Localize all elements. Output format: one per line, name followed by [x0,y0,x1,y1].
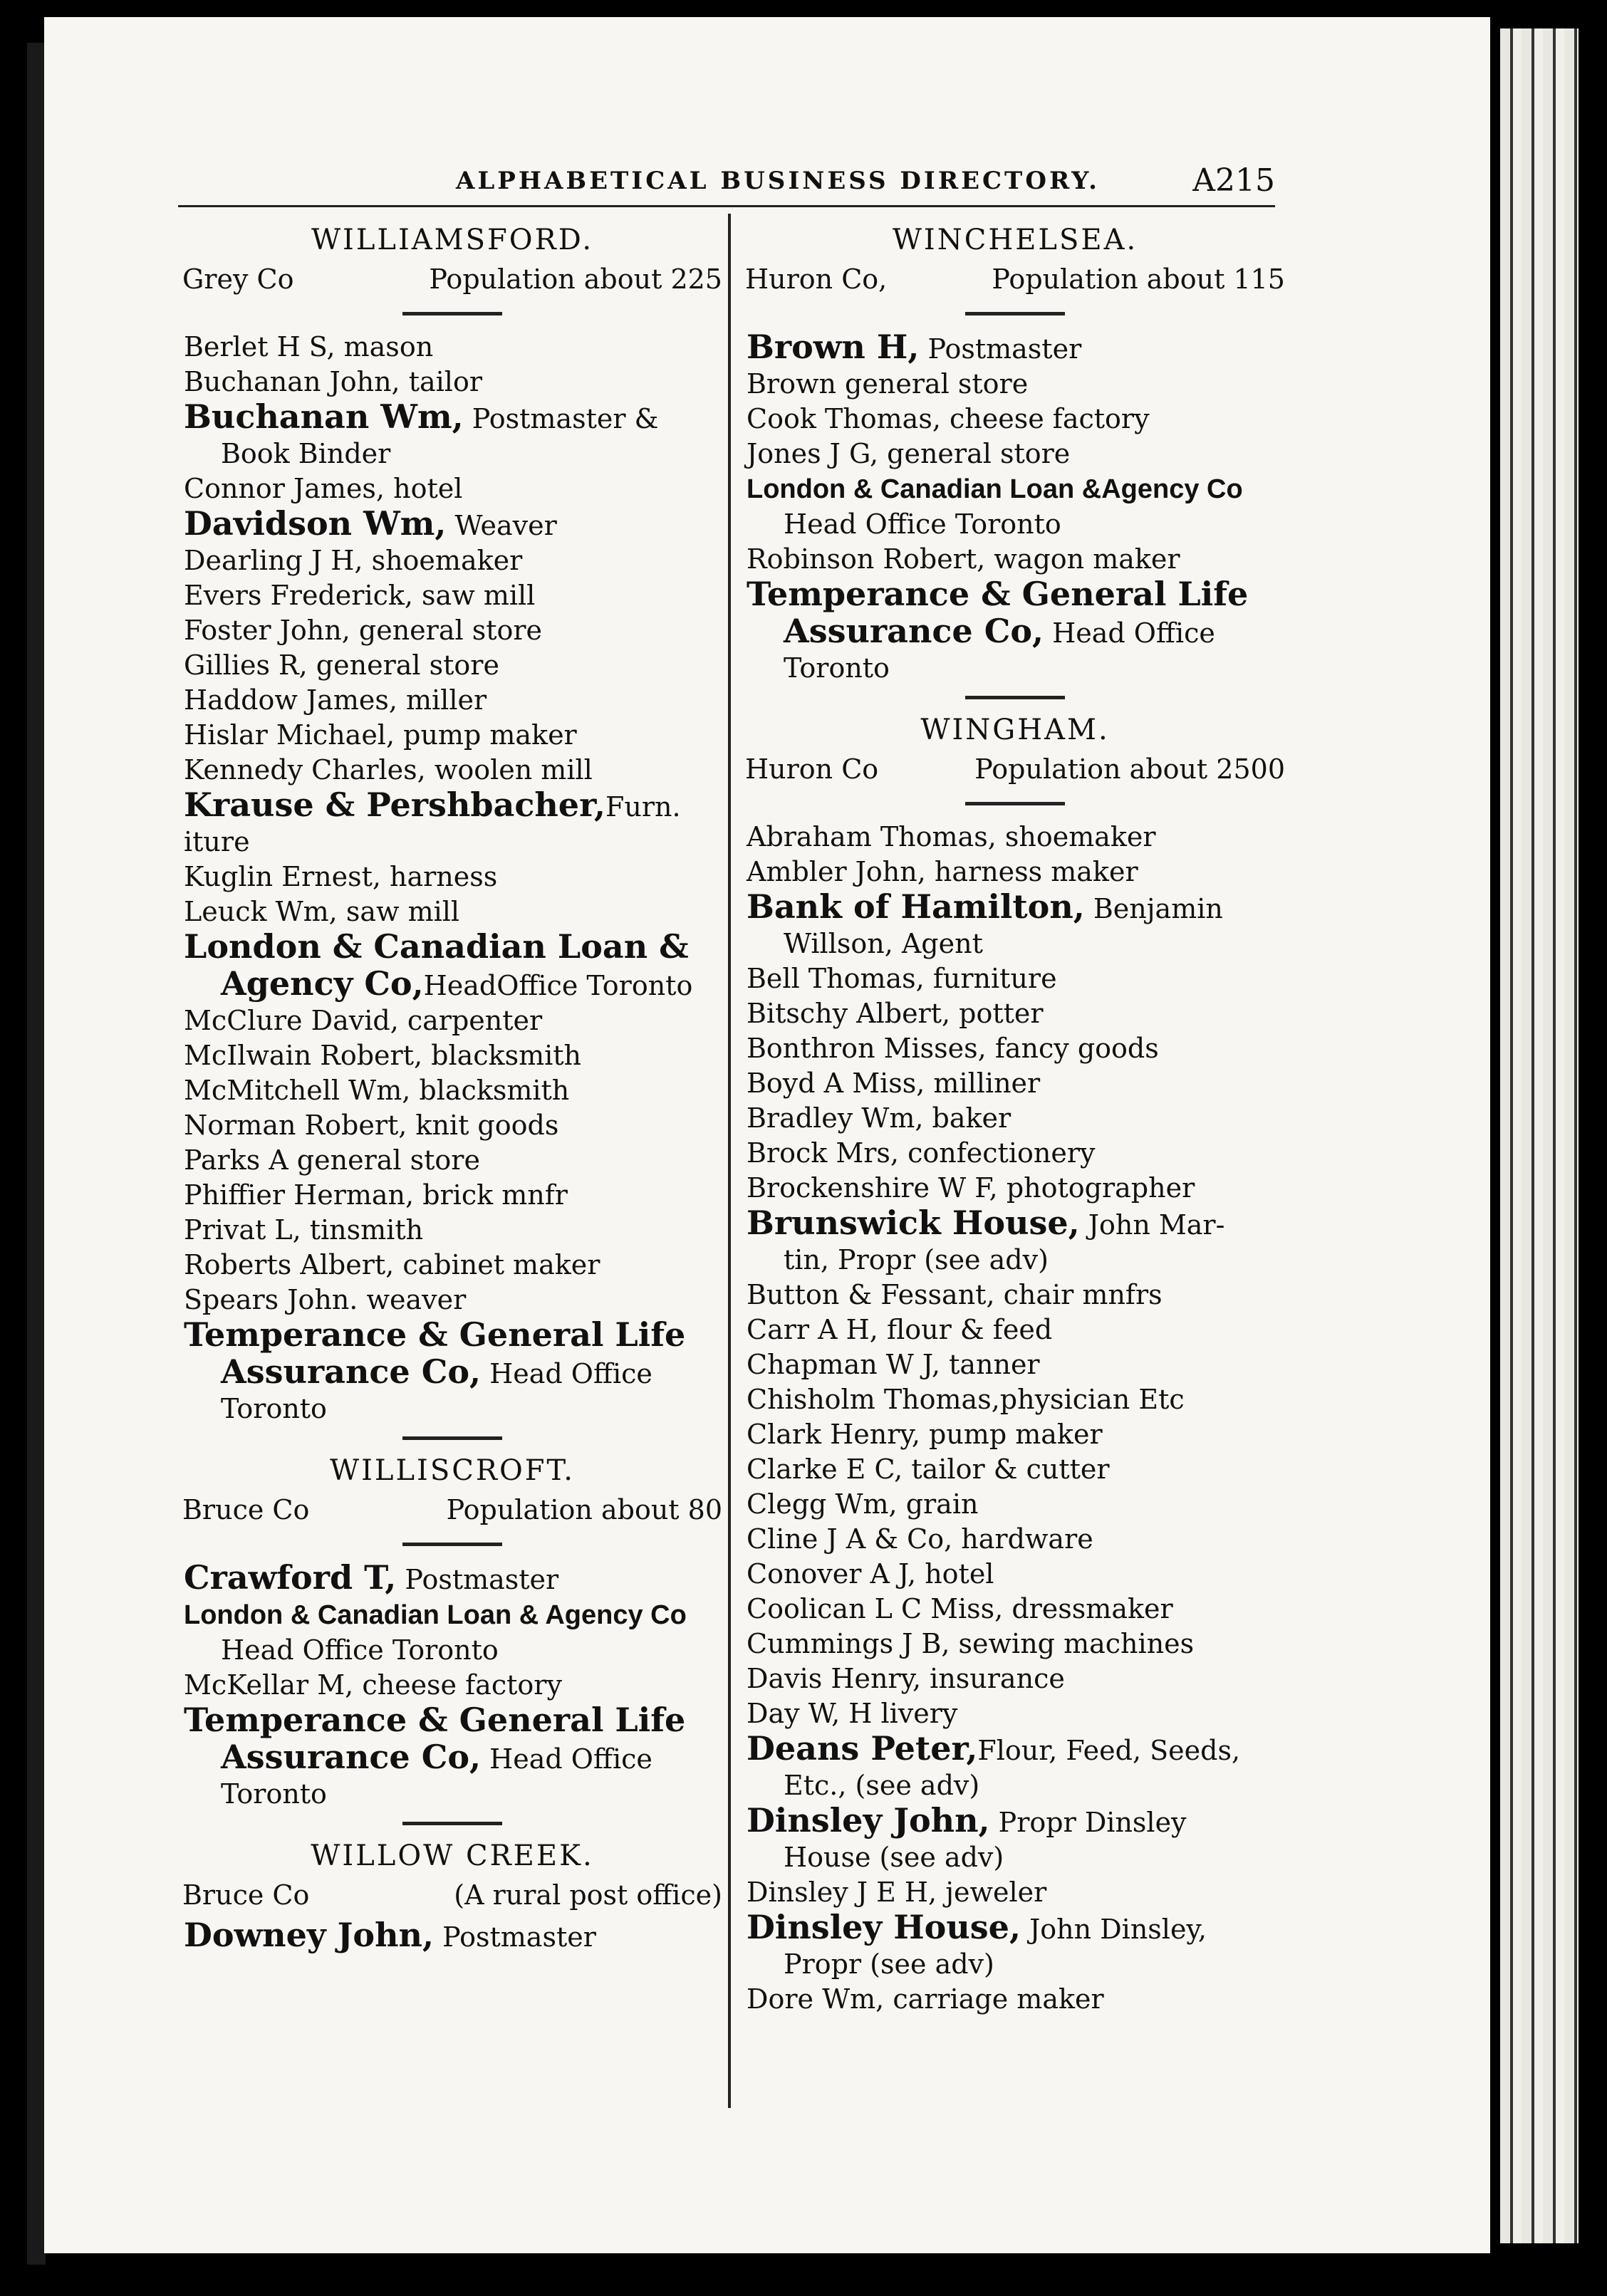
listing-name: Temperance & General Life [747,575,1249,613]
book-spine-shadow [27,43,46,2265]
listing-continuation: Toronto [221,1778,327,1810]
listing: Carr A H, flour & feed [747,1314,1053,1345]
listing: Parks A general store [184,1144,480,1176]
listing: Dearling J H, shoemaker [184,545,523,576]
listing-name: Assurance Co, [221,1352,482,1391]
town-heading: WILLISCROFT. [329,1454,576,1487]
listing-name: London & Canadian Loan & [184,927,689,966]
section-willow-creek [178,1822,727,1955]
listing [178,1703,727,1740]
listing: Conover A J, hotel [747,1558,994,1590]
listing: Privat L, tinsmith [184,1214,424,1246]
listing [178,1597,727,1633]
listing-detail: Furn. [605,791,681,823]
listing: Abraham Thomas, shoemaker [747,821,1156,852]
listing-name: London & Canadian Loan & Agency Co [184,1600,687,1630]
listing-continuation: Head Office Toronto [784,508,1061,540]
listing: Cook Thomas, cheese factory [747,403,1150,434]
section-winchelsea [741,224,1289,686]
population: Population about 115 [992,263,1285,295]
listing: Clark Henry, pump maker [747,1419,1103,1450]
listing: Spears John. weaver [184,1284,467,1315]
listing-detail: Postmaster [927,333,1082,365]
listing-detail: Postmaster [405,1564,559,1595]
listing-name: Brunswick House, [747,1204,1080,1242]
listing: Connor James, hotel [184,473,463,504]
listing: Boyd A Miss, milliner [747,1068,1041,1099]
listing-name: Krause & Pershbacher, [184,786,605,824]
town-subhead [741,753,1289,792]
listing: Evers Frederick, saw mill [184,580,536,611]
listing: McKellar M, cheese factory [184,1669,562,1701]
town-heading: WINGHAM. [920,714,1110,746]
listing: Hislar Michael, pump maker [184,719,577,751]
listing [741,1910,1289,1947]
listing-continuation: Toronto [221,1393,327,1424]
listing-detail: Weaver [454,510,557,541]
listing-continuation: Willson, Agent [784,928,983,959]
listing-continuation [741,614,1289,651]
listing: Clarke E C, tailor & cutter [747,1454,1110,1485]
listing-detail: Propr Dinsley [998,1807,1187,1838]
listing: Dore Wm, carriage maker [747,1983,1104,2015]
listing: McIlwain Robert, blacksmith [184,1040,582,1071]
listing: Chapman W J, tanner [747,1349,1040,1380]
listing [741,1206,1289,1243]
listing-name: Davidson Wm, [184,504,447,543]
section-rule [965,696,1065,699]
listing-detail: Head Office [489,1743,652,1775]
town-subhead [178,263,727,302]
town-subhead [741,263,1289,302]
listing: Phiffier Herman, brick mnfr [184,1179,568,1211]
town-heading: WILLOW CREEK. [311,1840,594,1872]
listing-name: Assurance Co, [221,1738,482,1776]
listing-continuation: Book Binder [221,438,391,469]
listing-continuation [178,1740,727,1777]
listing [741,471,1289,507]
population: Population about 225 [429,263,722,295]
listing-name: Downey John, [184,1916,434,1954]
listing [178,1317,727,1355]
listing: Button & Fessant, chair mnfrs [747,1279,1163,1310]
listing-detail: Benjamin [1093,893,1223,924]
listing: Berlet H S, mason [184,331,434,362]
section-rule [965,802,1065,805]
section-williscroft [178,1436,727,1812]
listing-continuation: Etc., (see adv) [784,1770,980,1801]
listing: Cummings J B, sewing machines [747,1628,1195,1659]
town-subhead [178,1879,727,1918]
section-rule [402,312,502,315]
listing: Norman Robert, knit goods [184,1110,559,1141]
listing [178,506,727,543]
listing-name: Temperance & General Life [184,1701,686,1739]
listing: Brown general store [747,368,1029,400]
right-column [741,214,1289,2017]
listing-name: Crawford T, [184,1558,397,1597]
listing-detail: Head Office [489,1358,652,1389]
listing: Cline J A & Co, hardware [747,1523,1093,1555]
listing-detail: John Dinsley, [1029,1914,1207,1945]
listing: Dinsley J E H, jeweler [747,1877,1047,1908]
listing-detail: HeadOffice Toronto [423,970,693,1001]
listing: Brockenshire W F, photographer [747,1172,1195,1204]
listing: McClure David, carpenter [184,1005,543,1036]
town-heading: WINCHELSEA. [892,224,1138,256]
page-number: A215 [1192,162,1275,199]
listing-continuation [178,966,727,1003]
listing: Bonthron Misses, fancy goods [747,1033,1159,1064]
listing: Ambler John, harness maker [747,856,1138,887]
listing-continuation: Toronto [784,652,890,684]
listing: Bradley Wm, baker [747,1102,1011,1134]
listing: Bell Thomas, furniture [747,963,1057,994]
left-column [178,214,727,1955]
listing: Brock Mrs, confectionery [747,1137,1096,1169]
listing-continuation: Propr (see adv) [784,1948,994,1980]
listing: Kennedy Charles, woolen mill [184,754,593,786]
listing [178,1918,727,1955]
section-rule [965,312,1065,315]
listing-detail: Postmaster [442,1921,596,1953]
listing-name: London & Canadian Loan &Agency Co [747,474,1243,504]
listing-name: Deans Peter, [747,1729,978,1768]
listing: Foster John, general store [184,615,543,646]
county: Grey Co [182,263,294,295]
listing-name: Bank of Hamilton, [747,887,1085,926]
listing: Gillies R, general store [184,649,499,681]
listing: Chisholm Thomas,physician Etc [747,1384,1185,1415]
listing: Haddow James, miller [184,684,487,716]
listing-detail: Head Office [1052,617,1215,649]
population: Population about 80 [446,1494,722,1525]
column-divider [728,214,731,2108]
listing [178,1560,727,1597]
county: Huron Co, [745,263,888,295]
listing [741,330,1289,367]
listing-detail: Postmaster & [472,403,659,434]
county: Bruce Co [182,1879,310,1911]
listing: Clegg Wm, grain [747,1488,979,1520]
listing: Buchanan John, tailor [184,366,482,397]
listing: McMitchell Wm, blacksmith [184,1075,570,1106]
section-rule [402,1436,502,1440]
listing-name: Dinsley House, [747,1908,1021,1946]
listing: Roberts Albert, cabinet maker [184,1249,600,1280]
listing [741,1803,1289,1840]
listing-name: Temperance & General Life [184,1315,686,1354]
listing-continuation: tin, Propr (see adv) [784,1244,1049,1275]
listing [741,889,1289,927]
town-subhead [178,1494,727,1533]
listing: Kuglin Ernest, harness [184,861,498,892]
listing-continuation: Head Office Toronto [221,1634,499,1666]
listing: Jones J G, general store [747,438,1071,469]
listing-continuation [178,1352,727,1392]
listing [741,1731,1289,1768]
page-edges [1500,28,1579,2243]
county: Huron Co [745,753,879,785]
section-williamsford [178,224,727,1426]
population: Population about 2500 [974,753,1285,785]
listing: Leuck Wm, saw mill [184,896,460,927]
listing: Day W, H livery [747,1698,958,1729]
population: (A rural post office) [454,1879,722,1911]
listing [741,577,1289,614]
running-header [178,162,1275,207]
listing-detail: Flour, Feed, Seeds, [977,1735,1241,1766]
running-title: ALPHABETICAL BUSINESS DIRECTORY. [456,167,1100,195]
listing-name: Brown H, [747,328,920,366]
listing-continuation: House (see adv) [784,1842,1004,1873]
listing [178,397,727,437]
listing-name: Buchanan Wm, [184,397,464,436]
listing: Davis Henry, insurance [747,1663,1065,1694]
listing: Bitschy Albert, potter [747,998,1044,1029]
listing-name: Assurance Co, [784,612,1044,650]
county: Bruce Co [182,1494,310,1525]
listing: Coolican L C Miss, dressmaker [747,1593,1173,1624]
listing-name: Agency Co, [221,964,424,1003]
listing: Robinson Robert, wagon maker [747,543,1180,575]
listing-detail: John Mar- [1088,1209,1225,1241]
listing-name: Dinsley John, [747,1801,990,1840]
listing-continuation: iture [184,826,250,857]
section-rule [402,1543,502,1546]
section-wingham [741,696,1289,2017]
listing [178,929,727,966]
section-rule [402,1822,502,1825]
town-heading: WILLIAMSFORD. [311,224,594,256]
listing [178,788,727,825]
